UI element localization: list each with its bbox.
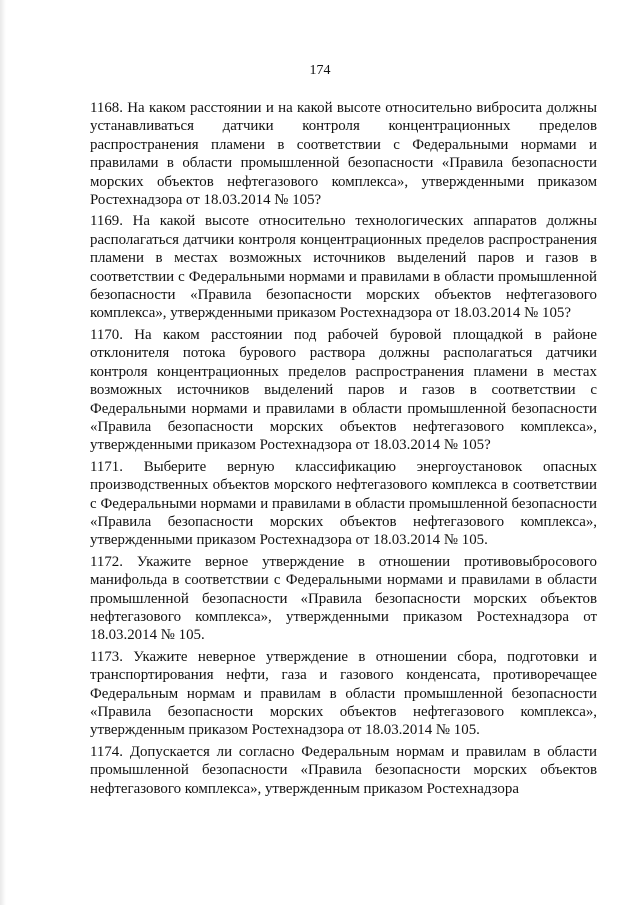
question-1168: 1168. На каком расстоянии и на какой высоте относительно вибросита должны устанавливаться датчики контроля концентрационных пределов распространения пламени в соответствии с Федеральными нормами и правилами в области промышленной безопасности «Правила безопасности морских объектов нефтегазового комплекса», утвержденными приказом Ростехнадзора от 18.03.2014 № 105?: [90, 100, 597, 209]
question-1171: 1171. Выберите верную классификацию энергоустановок опасных производственных объектов морского нефтегазового комплекса в соответствии с Федеральными нормами и правилами в области промышленной безопасности «Правила безопасности морских объектов нефтегазового комплекса», утвержденными приказом Ростехнадзора от 18.03.2014 № 105.: [90, 458, 597, 549]
question-1174: 1174. Допускается ли согласно Федеральным нормам и правилам в области промышленной безопасности «Правила безопасности морских объектов нефтегазового комплекса», утвержденным приказом Ростехнадзора: [90, 743, 597, 797]
question-1173: 1173. Укажите неверное утверждение в отношении сбора, подготовки и транспортирования нефти, газа и газового конденсата, противоречащее Федеральным нормам и правилам в области промышленной безопасности «Правила безопасности морских объектов нефтегазового комплекса», утвержденным приказом Ростехнадзора от 18.03.2014 № 105.: [90, 648, 597, 739]
page-number: 174: [309, 63, 331, 78]
question-1170: 1170. На каком расстоянии под рабочей буровой площадкой в районе отклонителя потока бурового раствора должны располагаться датчики контроля концентрационных пределов распространения пламени в местах возможных источников выделений паров и газов в соответствии с Федеральными нормами и правилами в области промышленной безопасности «Правила безопасности морских объектов нефтегазового комплекса», утвержденными приказом Ростехнадзора от 18.03.2014 № 105?: [90, 326, 597, 454]
question-1172: 1172. Укажите верное утверждение в отношении противовыбросового манифольда в соответствии с Федеральными нормами и правилами в области промышленной безопасности «Правила безопасности морских объектов нефтегазового комплекса», утвержденными приказом Ростехнадзора от 18.03.2014 № 105.: [90, 553, 597, 644]
question-1169: 1169. На какой высоте относительно технологических аппаратов должны располагаться датчики контроля концентрационных пределов распространения пламени в местах возможных источников выделений паров и газов в соответствии с Федеральными нормами и правилами в области промышленной безопасности «Правила безопасности морских объектов нефтегазового комплекса», утвержденными приказом Ростехнадзора от 18.03.2014 № 105?: [90, 213, 597, 322]
question-list: [90, 99, 597, 801]
